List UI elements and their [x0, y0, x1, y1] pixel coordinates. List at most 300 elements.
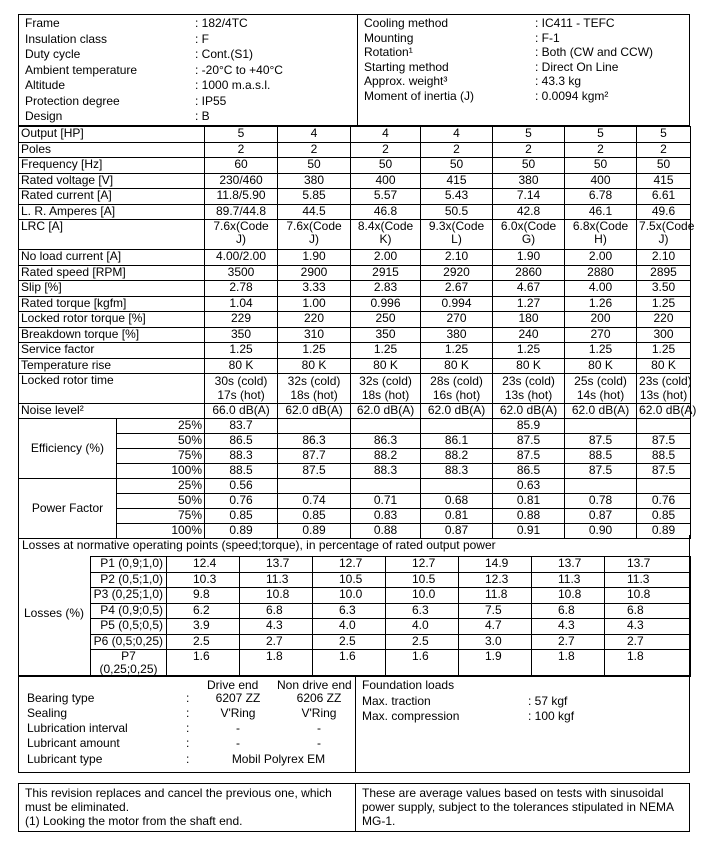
spec-value: : 1000 m.a.s.l. [195, 78, 271, 92]
value-cell: 250 [351, 312, 421, 328]
spec-label: Altitude [25, 78, 66, 92]
locked-rotor-cell [565, 374, 637, 404]
spec-value: : F [195, 31, 209, 46]
value-cell: 2.78 [205, 281, 278, 297]
value-cell [421, 419, 493, 434]
loss-value: 10.8 [532, 588, 605, 604]
value-cell: 0.87 [565, 509, 637, 524]
table-row [19, 296, 691, 312]
bearing-colon: : [186, 706, 190, 720]
value-cell: 2.10 [637, 250, 691, 266]
value-cell: 5.43 [421, 189, 493, 205]
foundation-label: Max. traction [362, 694, 431, 708]
loss-value: 3.9 [167, 619, 240, 635]
value-cell: 80 K [637, 358, 691, 374]
value-cell: 2915 [351, 265, 421, 281]
table-row [19, 358, 691, 374]
table-row [19, 142, 691, 158]
spec-label: Moment of inertia (J) [364, 88, 475, 103]
table-row [19, 327, 691, 343]
value-cell: 50 [565, 158, 637, 174]
note-right-3: MG-1. [362, 814, 396, 828]
spec-value: : IC411 - TEFC [535, 16, 615, 30]
value-cell: 80 K [421, 358, 493, 374]
losses-row [91, 619, 691, 635]
row-label: Rated current [A] [19, 189, 205, 205]
load-label: 25% [117, 419, 205, 434]
value-cell: 86.3 [278, 434, 351, 449]
locked-rotor-hot: 18s (hot) [361, 387, 410, 402]
value-cell: 220 [637, 312, 691, 328]
load-label: 50% [117, 494, 205, 509]
non-drive-end-value: - [317, 736, 321, 750]
loss-value: 1.8 [605, 650, 691, 677]
loss-value: 12.3 [459, 572, 532, 588]
header-divider [357, 15, 358, 125]
value-cell: 2 [351, 142, 421, 158]
value-cell: 86.5 [493, 464, 565, 479]
spec-value: : B [195, 109, 210, 123]
value-cell: 6.61 [637, 189, 691, 205]
locked-rotor-cold: 25s (cold) [574, 373, 627, 388]
loss-value: 6.2 [167, 603, 240, 619]
table-row [19, 374, 691, 404]
loss-value: 1.6 [313, 650, 386, 677]
note-left-2: must be eliminated. [25, 800, 130, 814]
spec-value: : 43.3 kg [535, 74, 582, 88]
loss-value: 4.3 [532, 619, 605, 635]
value-cell: 2 [493, 142, 565, 158]
loss-value: 6.8 [532, 603, 605, 619]
loss-value: 10.0 [386, 588, 459, 604]
drive-end-value: - [236, 721, 240, 735]
value-cell: 88.5 [565, 449, 637, 464]
row-label: Temperature rise [19, 358, 205, 374]
row-label: Rated torque [kgfm] [19, 296, 205, 312]
spec-label: Approx. weight³ [364, 74, 448, 88]
foundation-title: Foundation loads [362, 678, 455, 692]
bearing-label: Lubricant amount [27, 736, 120, 750]
table-row [19, 204, 691, 220]
value-cell: 0.85 [205, 509, 278, 524]
value-cell: 1.25 [278, 343, 351, 359]
p7-name: P7 [121, 649, 136, 663]
row-label: No load current [A] [19, 250, 205, 266]
foundation-value: : 100 kgf [528, 709, 575, 723]
value-cell: 1.25 [351, 343, 421, 359]
loss-value: 12.7 [386, 557, 459, 573]
loss-value: 4.3 [605, 619, 691, 635]
value-cell: 1.25 [493, 343, 565, 359]
bearing-colon: : [186, 752, 190, 766]
efficiency-row [19, 449, 691, 464]
value-cell: 4 [421, 127, 493, 143]
loss-point-label: P3 (0,25;1,0) [91, 588, 167, 604]
power-factor-row [19, 479, 691, 494]
value-cell: 229 [205, 312, 278, 328]
value-cell [565, 419, 637, 434]
value-cell: 4.67 [493, 281, 565, 297]
loss-value: 12.7 [313, 557, 386, 573]
spec-value: : IP55 [195, 93, 227, 108]
locked-rotor-cold: 23s (cold) [639, 373, 692, 388]
value-cell [565, 479, 637, 494]
losses-title: Losses at normative operating points (speed;torque), in percentage of rated output power [22, 538, 496, 552]
table-row [19, 127, 691, 143]
locked-rotor-cell [421, 374, 493, 404]
value-cell: 2 [421, 142, 493, 158]
value-cell: 9.3x(Code L) [421, 220, 493, 250]
value-cell: 88.2 [351, 449, 421, 464]
value-cell: 0.76 [637, 494, 691, 509]
loss-value: 10.3 [167, 572, 240, 588]
value-cell: 62.0 dB(A) [493, 404, 565, 419]
row-label: Service factor [19, 343, 205, 359]
value-cell: 0.996 [351, 296, 421, 312]
value-cell: 0.89 [278, 524, 351, 539]
value-cell: 11.8/5.90 [205, 189, 278, 205]
losses-row [91, 557, 691, 573]
value-cell: 0.83 [351, 509, 421, 524]
loss-value: 3.0 [459, 634, 532, 650]
value-cell: 400 [351, 173, 421, 189]
spec-label: Ambient temperature [25, 62, 138, 77]
locked-rotor-hot: 13s (hot) [504, 387, 553, 402]
value-cell: 4.00/2.00 [205, 250, 278, 266]
value-cell: 6.78 [565, 189, 637, 205]
spec-value: : 182/4TC [195, 16, 248, 30]
value-cell: 80 K [205, 358, 278, 374]
loss-value: 2.7 [605, 634, 691, 650]
loss-point-label: P6 (0,5;0,25) [91, 634, 167, 650]
note-left-1: This revision replaces and cancel the previous one, which [25, 786, 332, 800]
value-cell: 350 [205, 327, 278, 343]
spec-label: Rotation¹ [364, 45, 413, 59]
value-cell: 2.00 [351, 250, 421, 266]
row-label: LRC [A] [19, 220, 205, 250]
loss-value: 7.5 [459, 603, 532, 619]
locked-rotor-hot: 13s (hot) [639, 387, 688, 402]
value-cell: 80 K [565, 358, 637, 374]
bearing-label: Sealing [27, 706, 68, 720]
value-cell: 270 [565, 327, 637, 343]
value-cell [351, 479, 421, 494]
drive-end-value: 6207 ZZ [215, 691, 261, 705]
load-label: 75% [117, 509, 205, 524]
locked-rotor-hot: 18s (hot) [290, 387, 338, 402]
drive-end-value: V'Ring [220, 706, 256, 720]
loss-value: 2.7 [240, 634, 313, 650]
value-cell: 310 [278, 327, 351, 343]
load-label: 50% [117, 434, 205, 449]
table-row [19, 250, 691, 266]
value-cell: 400 [565, 173, 637, 189]
value-cell: 50 [493, 158, 565, 174]
value-cell [278, 479, 351, 494]
value-cell: 0.89 [637, 524, 691, 539]
loss-value: 10.0 [313, 588, 386, 604]
value-cell: 44.5 [278, 204, 351, 220]
value-cell [637, 419, 691, 434]
drive-end-header: Drive end [207, 678, 259, 692]
value-cell: 86.1 [421, 434, 493, 449]
value-cell: 4.00 [565, 281, 637, 297]
loss-value: 11.3 [532, 572, 605, 588]
value-cell: 1.90 [493, 250, 565, 266]
value-cell [421, 479, 493, 494]
value-cell: 62.0 dB(A) [278, 404, 351, 419]
value-cell: 2 [205, 142, 278, 158]
value-cell: 8.4x(Code K) [351, 220, 421, 250]
efficiency-row [19, 464, 691, 479]
value-cell: 1.90 [278, 250, 351, 266]
value-cell: 3500 [205, 265, 278, 281]
loss-value: 14.9 [459, 557, 532, 573]
locked-rotor-cell [493, 374, 565, 404]
loss-value: 11.3 [605, 572, 691, 588]
value-cell: 83.7 [205, 419, 278, 434]
value-cell: 1.04 [205, 296, 278, 312]
efficiency-row [19, 434, 691, 449]
value-cell: 42.8 [493, 204, 565, 220]
value-cell: 5 [493, 127, 565, 143]
value-cell: 87.5 [493, 434, 565, 449]
row-label: Rated voltage [V] [19, 173, 205, 189]
efficiency-row [19, 419, 691, 434]
loss-value: 1.8 [532, 650, 605, 677]
loss-value: 4.3 [240, 619, 313, 635]
value-cell: 0.71 [351, 494, 421, 509]
loss-value: 4.0 [386, 619, 459, 635]
value-cell: 80 K [278, 358, 351, 374]
row-label: Rated speed [RPM] [19, 265, 205, 281]
bearing-label: Bearing type [27, 691, 95, 705]
value-cell: 87.7 [278, 449, 351, 464]
value-cell: 1.00 [278, 296, 351, 312]
value-cell: 87.5 [565, 434, 637, 449]
value-cell: 380 [278, 173, 351, 189]
bearing-colon: : [186, 691, 190, 705]
value-cell: 1.25 [421, 343, 493, 359]
table-row [19, 343, 691, 359]
loss-value: 11.3 [240, 572, 313, 588]
power-factor-row [19, 509, 691, 524]
value-cell: 80 K [351, 358, 421, 374]
value-cell: 1.25 [565, 343, 637, 359]
value-cell: 6.8x(Code H) [565, 220, 637, 250]
value-cell: 230/460 [205, 173, 278, 189]
losses-table [90, 556, 691, 677]
spec-value: : 0.0094 kgm² [535, 88, 609, 103]
row-label: L. R. Amperes [A] [19, 204, 205, 220]
value-cell: 2.10 [421, 250, 493, 266]
locked-rotor-cold: 32s (cold) [359, 373, 412, 388]
loss-value: 10.5 [386, 572, 459, 588]
loss-value: 6.3 [313, 603, 386, 619]
value-cell: 350 [351, 327, 421, 343]
value-cell: 2.67 [421, 281, 493, 297]
value-cell: 1.25 [637, 296, 691, 312]
value-cell: 0.68 [421, 494, 493, 509]
value-cell: 1.26 [565, 296, 637, 312]
value-cell: 62.0 dB(A) [565, 404, 637, 419]
performance-table [18, 126, 697, 539]
spec-value: : Both (CW and CCW) [535, 45, 654, 59]
locked-rotor-cold: 23s (cold) [502, 373, 555, 388]
load-label: 100% [117, 524, 205, 539]
loss-value: 10.8 [605, 588, 691, 604]
loss-point-label: P1 (0,9;1,0) [91, 557, 167, 573]
note-left-3: (1) Looking the motor from the shaft end. [25, 814, 243, 828]
non-drive-end-value: 6206 ZZ [296, 691, 342, 705]
value-cell: 7.6x(Code J) [205, 220, 278, 250]
loss-value: 4.0 [313, 619, 386, 635]
value-cell: 200 [565, 312, 637, 328]
lubricant-type-value: Mobil Polyrex EM [231, 752, 326, 766]
value-cell: 50 [278, 158, 351, 174]
value-cell: 220 [278, 312, 351, 328]
value-cell: 240 [493, 327, 565, 343]
loss-value: 12.4 [167, 557, 240, 573]
value-cell: 0.88 [351, 524, 421, 539]
non-drive-end-value: - [317, 721, 321, 735]
load-label: 75% [117, 449, 205, 464]
value-cell: 5.57 [351, 189, 421, 205]
value-cell: 5 [205, 127, 278, 143]
value-cell: 0.87 [421, 524, 493, 539]
bearing-colon: : [186, 721, 190, 735]
value-cell: 88.3 [421, 464, 493, 479]
spec-label: Mounting [364, 30, 414, 45]
value-cell: 49.6 [637, 204, 691, 220]
value-cell: 300 [637, 327, 691, 343]
value-cell: 2920 [421, 265, 493, 281]
value-cell: 1.27 [493, 296, 565, 312]
value-cell: 0.76 [205, 494, 278, 509]
loss-value: 13.7 [605, 557, 691, 573]
value-cell: 7.14 [493, 189, 565, 205]
value-cell: 380 [421, 327, 493, 343]
value-cell: 0.994 [421, 296, 493, 312]
table-row [19, 158, 691, 174]
value-cell: 87.5 [278, 464, 351, 479]
value-cell: 0.74 [278, 494, 351, 509]
loss-value: 10.5 [313, 572, 386, 588]
value-cell: 2860 [493, 265, 565, 281]
loss-value: 1.9 [459, 650, 532, 677]
value-cell: 0.89 [205, 524, 278, 539]
value-cell: 50.5 [421, 204, 493, 220]
value-cell: 86.3 [351, 434, 421, 449]
row-label: Locked rotor time [19, 374, 205, 404]
value-cell: 0.88 [493, 509, 565, 524]
value-cell [351, 419, 421, 434]
spec-label: Protection degree [25, 93, 120, 108]
losses-row [91, 603, 691, 619]
note-right-2: power supply, subject to the tolerances stipulated in NEMA [362, 800, 674, 814]
locked-rotor-hot: 16s (hot) [432, 387, 481, 402]
value-cell: 88.5 [637, 449, 691, 464]
load-label: 100% [117, 464, 205, 479]
value-cell: 0.90 [565, 524, 637, 539]
row-label: Output [HP] [19, 127, 205, 143]
value-cell: 85.9 [493, 419, 565, 434]
loss-value: 1.6 [167, 650, 240, 677]
locked-rotor-hot: 14s (hot) [576, 387, 625, 402]
bearing-colon: : [186, 736, 190, 750]
drive-end-value: - [236, 736, 240, 750]
non-drive-end-header: Non drive end [277, 678, 352, 692]
value-cell: 50 [637, 158, 691, 174]
spec-value: : -20°C to +40°C [195, 62, 283, 77]
value-cell: 0.91 [493, 524, 565, 539]
value-cell: 5 [565, 127, 637, 143]
value-cell: 2 [565, 142, 637, 158]
value-cell [278, 419, 351, 434]
locked-rotor-cell [205, 374, 278, 404]
value-cell: 2880 [565, 265, 637, 281]
value-cell: 50 [351, 158, 421, 174]
locked-rotor-hot: 17s (hot) [217, 387, 265, 402]
value-cell: 62.0 dB(A) [421, 404, 493, 419]
spec-label: Insulation class [25, 31, 108, 46]
spec-label: Frame [25, 16, 60, 30]
power-factor-label: Power Factor [19, 479, 117, 539]
loss-value: 1.6 [386, 650, 459, 677]
value-cell: 87.5 [637, 434, 691, 449]
loss-value: 6.8 [240, 603, 313, 619]
row-label: Locked rotor torque [%] [19, 312, 205, 328]
value-cell: 80 K [493, 358, 565, 374]
losses-row [91, 634, 691, 650]
loss-point-label [91, 650, 167, 677]
value-cell: 2 [278, 142, 351, 158]
loss-value: 6.8 [605, 603, 691, 619]
value-cell: 88.2 [421, 449, 493, 464]
table-row [19, 189, 691, 205]
losses-row [91, 650, 691, 677]
loss-value: 11.8 [459, 588, 532, 604]
value-cell: 0.81 [421, 509, 493, 524]
value-cell [637, 479, 691, 494]
loss-value: 2.7 [532, 634, 605, 650]
spec-label: Design [25, 109, 63, 123]
spec-value: : F-1 [535, 30, 560, 45]
loss-point-label: P4 (0,9;0,5) [91, 603, 167, 619]
spec-label: Starting method [364, 59, 449, 74]
bearing-label: Lubricant type [27, 752, 103, 766]
value-cell: 88.3 [351, 464, 421, 479]
row-label: Frequency [Hz] [19, 158, 205, 174]
value-cell: 3.33 [278, 281, 351, 297]
losses-row [91, 572, 691, 588]
value-cell: 4 [351, 127, 421, 143]
value-cell: 60 [205, 158, 278, 174]
foundation-label: Max. compression [362, 709, 460, 723]
value-cell: 2.83 [351, 281, 421, 297]
loss-value: 2.5 [167, 634, 240, 650]
foundation-value: : 57 kgf [528, 694, 568, 708]
value-cell: 0.78 [565, 494, 637, 509]
value-cell: 88.5 [205, 464, 278, 479]
row-label: Noise level² [19, 404, 205, 419]
value-cell: 7.6x(Code J) [278, 220, 351, 250]
value-cell: 2900 [278, 265, 351, 281]
table-row [19, 173, 691, 189]
row-label: Poles [19, 142, 205, 158]
value-cell: 66.0 dB(A) [205, 404, 278, 419]
value-cell: 380 [493, 173, 565, 189]
